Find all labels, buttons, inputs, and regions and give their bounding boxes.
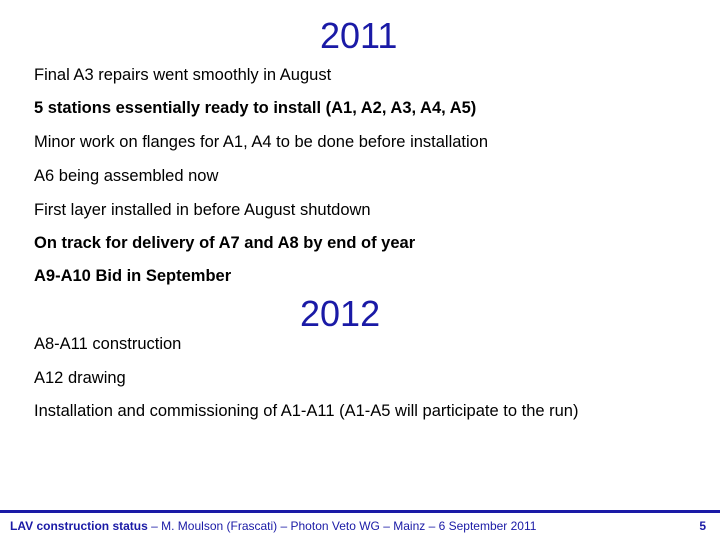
bullet-first-layer: First layer installed in before August shutdown (34, 201, 371, 219)
bullet-a12: A12 drawing (34, 369, 126, 387)
heading-2011: 2011 (320, 15, 398, 56)
footer-text (10, 519, 536, 533)
bullet-installation: Installation and commissioning of A1-A11 (A1-A5 will participate to the run) (34, 402, 579, 420)
bullet-flanges: Minor work on flanges for A1, A4 to be done before installation (34, 133, 489, 151)
heading-2012: 2012 (300, 293, 381, 334)
footer-details: – M. Moulson (Frascati) – Photon Veto WG – Mainz – 6 September 2011 (147, 519, 537, 533)
bullet-on-track: On track for delivery of A7 and A8 by end of year (34, 234, 416, 252)
bullet-a3-repairs: Final A3 repairs went smoothly in August (34, 66, 332, 84)
bullet-a8-a11: A8-A11 construction (34, 335, 182, 353)
bullet-a6: A6 being assembled now (34, 167, 219, 185)
bullet-bid: A9-A10 Bid in September (34, 267, 232, 285)
footer-divider (0, 510, 720, 513)
bullet-5-stations: 5 stations essentially ready to install (A1, A2, A3, A4, A5) (34, 99, 477, 117)
footer-title: LAV construction status (10, 519, 148, 533)
page-number: 5 (699, 519, 706, 533)
